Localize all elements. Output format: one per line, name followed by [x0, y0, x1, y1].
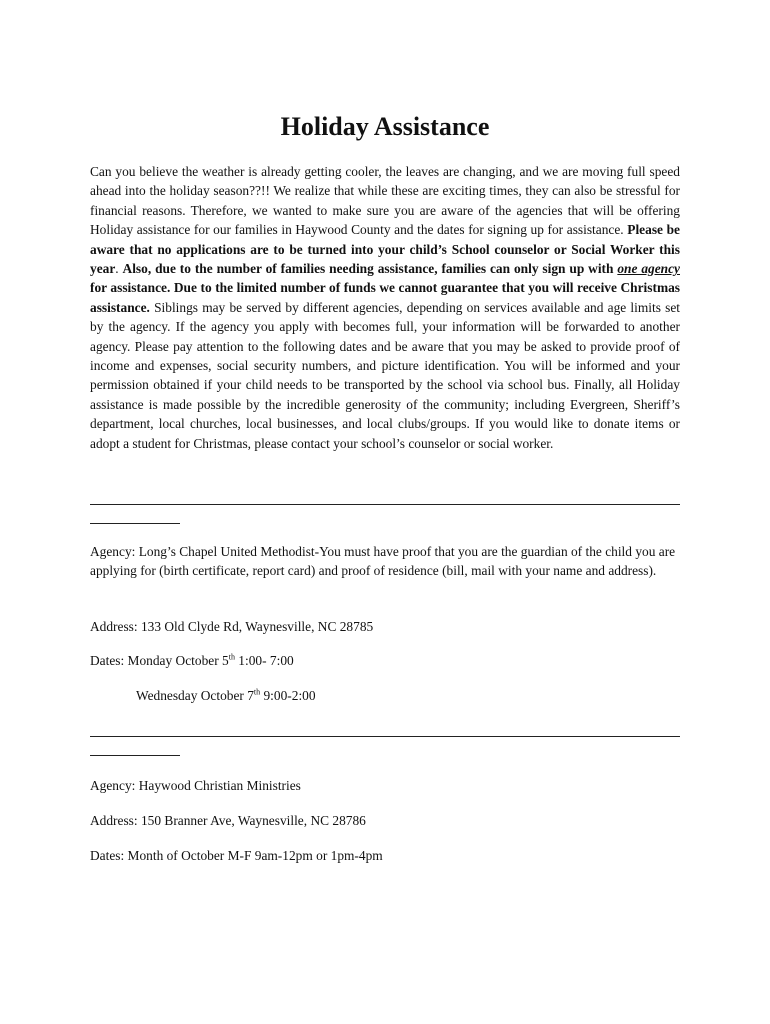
intro-bold-funds: for assistance. Due to the limited number of funds we cannot guarantee that you will receive Christmas assistance. [90, 280, 680, 315]
agency1-dates2-sup: th [253, 687, 261, 697]
divider-rule-tail [90, 505, 180, 524]
agency2-dates: Dates: Month of October M-F 9am-12pm or 1pm-4pm [90, 848, 383, 863]
section-divider [90, 490, 680, 524]
agency1-dates-label: Dates: Monday October 5 [90, 653, 229, 668]
divider-rule-2 [90, 722, 680, 737]
divider-rule-2-tail [90, 737, 180, 756]
agency1-dates-sup: th [228, 652, 235, 662]
agency1-description: Agency: Long’s Chapel United Methodist-You must have proof that you are the guardian of the child you are applying for (birth certificate, report card) and proof of residence (bill, mail with your name and address). [90, 544, 676, 579]
intro-emphasis: one agency [617, 261, 680, 277]
agency2-description: Agency: Haywood Christian Ministries [90, 778, 301, 793]
intro-bold-limit: Also, due to the number of families needing assistance, families can only sign up with [122, 261, 614, 277]
intro-bold-notice: Please be aware that no applications are to be turned into your child’s School counselor or Social Worker this year [90, 222, 680, 277]
section-divider-2 [90, 722, 680, 756]
divider-rule [90, 490, 680, 505]
agency1-dates [90, 651, 680, 670]
page-title: Holiday Assistance [280, 112, 490, 141]
agency1-dates2-time: 9:00-2:00 [260, 688, 316, 703]
intro-text-2: . [115, 261, 123, 277]
agency1-dates-2 [90, 686, 726, 705]
agency1-address: Address: 133 Old Clyde Rd, Waynesville, NC 28785 [90, 619, 374, 634]
intro-text-3: Siblings may be served by different agencies, depending on services available and age limits set by the agency. If the agency you apply with becomes full, your information will be forwarded to another agency. Please pay attention to the following dates and be aware that you may be asked to provide proof of income and expenses, social security numbers, and picture identification. You will be informed and your permission obtained if your child needs to be transported by the school via school bus. Finally, all Holiday assistance is made possible by the incredible generosity of the community; including Evergreen, Sheriff’s department, local churches, local businesses, and local clubs/groups. If you would like to donate items or adopt a student for Christmas, please contact your school’s counselor or social worker. [90, 299, 680, 451]
agency1-dates-time: 1:00- 7:00 [234, 653, 294, 668]
intro-text-1: Can you believe the weather is already getting cooler, the leaves are changing, and we are moving full speed ahead into the holiday season??!! We realize that while these are exciting times, they can also be stressful for financial reasons. Therefore, we wanted to make sure you are aware of the agencies that will be offering Holiday assistance for our families in Haywood County and the dates for signing up for assistance. [90, 164, 680, 238]
agency1-dates2-label: Wednesday October 7 [136, 688, 254, 703]
agency2-address: Address: 150 Branner Ave, Waynesville, NC 28786 [90, 813, 366, 828]
intro-paragraph [90, 162, 680, 453]
